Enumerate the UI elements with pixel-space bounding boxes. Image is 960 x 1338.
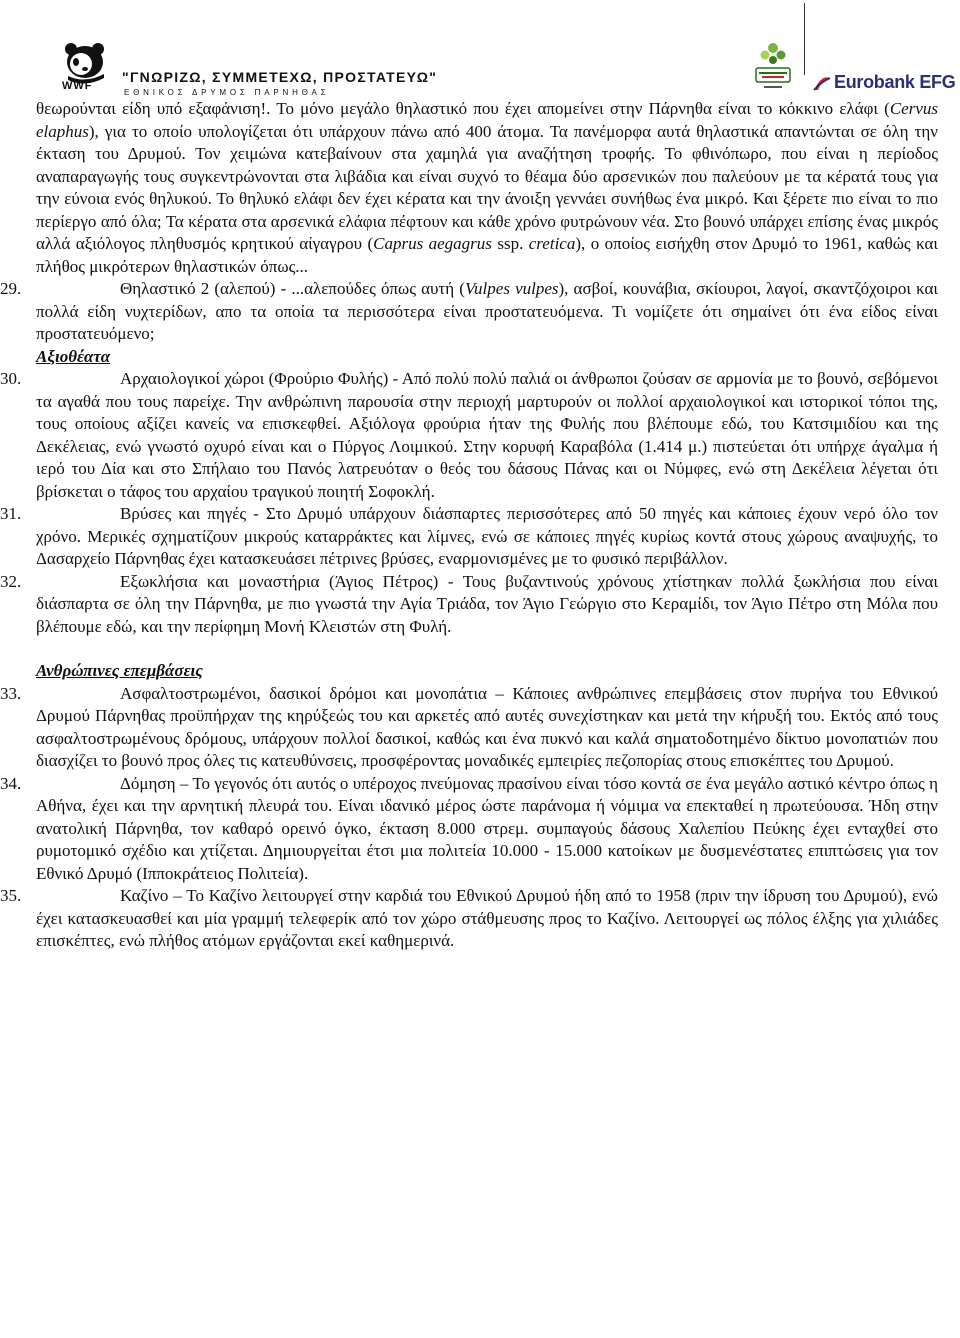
item-text: Καζίνο – Το Καζίνο λειτουργεί στην καρδιά του Εθνικού Δρυμού ήδη από το 1958 (πριν την ίδρυση του Δρυμού), ενώ έχει κατασκευασθεί και μία γραμμή τελεφερίκ από τον χώρο στάθμευσης προς το Καζίνο. Λειτουργεί ως πόλος έλξης για χιλιάδες επισκέπτες, ενώ πλήθος ατόμων εργάζονται εκεί καθημερινά. <box>36 886 938 950</box>
item-text: Αρχαιολογικοί χώροι (Φρούριο Φυλής) - Από πολύ πολύ παλιά οι άνθρωποι ζούσαν σε αρμονία με το βουνό, σεβόμενοι τα αγαθά που τους παρείχε. Την ανθρώπινη παρουσία στην περιοχή μαρτυρούν οι πολλοί αρχαιολογικοί και ιστορικοί τόποι της, τους οποίους αξίζει κανείς να επισκεφθεί. Αξιόλογα φρούρια ήταν της Φυλής που βλέπουμε εδώ, του Κατσιμιδίου και της Δεκέλειας, ενώ γνωστό οχυρό είναι και ο Πύργος Λοιμικού. Στην κορυφή Καραβόλα (1.414 μ.) πιστεύεται ότι υπήρχε άγαλμα ή ιερό του Δία και στο Σπήλαιο του Πανός λατρευόταν ο θεός του δάσους Πάνας και οι Νύμφες, ενώ στη Δεκέλεια λέγεται ότι βρίσκεται ο τάφος του αρχαίου τραγικού ποιητή Σοφοκλή. <box>36 369 938 501</box>
text-run: ), ο οποίος εισήχθη στον Δρυμό το 1961, καθώς και πλήθος μικρότερων θηλαστικών όπως... <box>36 234 938 276</box>
wwf-wordmark: WWF <box>62 80 93 92</box>
page-header <box>0 0 960 96</box>
bank-name: Eurobank EFG <box>834 72 956 92</box>
item-number: 33. <box>0 683 22 703</box>
item-number: 31. <box>0 504 22 523</box>
item-text: Ασφαλτοστρωμένοι, δασικοί δρόμοι και μονοπάτια – Κάποιες ανθρώπινες επεμβάσεις στον πυρήνα του Εθνικού Δρυμού Πάρνηθας προϋπήρχαν της κηρύξεώς του και αρκετές από αυτές συνεχίστηκαν και μετά την κήρυξή του. Εκτός από τους ασφαλτοστρωμένους δρόμους, υπάρχουν πολλοί δασικοί, καθώς και ένα πυκνό και καλά σηματοδοτημένο δίκτυο μονοπατιών που διασχίζει το βουνό προς όλες τις κατευθύνσεις, προσφέροντας μοναδικές εμπειρίες πεζοπορίας στους επισκέπτες του Δρυμού. <box>36 683 938 770</box>
section-heading-interventions: Ανθρώπινες επεμβάσεις <box>36 661 203 680</box>
text-run: ssp. <box>491 234 529 253</box>
text-run: ), για το οποίο υπολογίζεται ότι υπάρχουν πάνω από 400 άτομα. Τα πανέμορφα αυτά θηλαστικά απαντώνται σε όλη την έκταση του Δρυμού. Τον χειμώνα κατεβαίνουν στα χαμηλά για αναζήτηση τροφής. Το φθινόπωρο, που είναι η περίοδος αναπαραγωγής τους συγκεντρώνονται στα λιβάδια και είναι συχνό το θέαμα δύο αρσενικών που παλεύουν με τα κέρατά τους για την εύνοια ενός θηλυκού. Το θηλυκό ελάφι δεν έχει κέρατα και την άνοιξη γεννάει συνήθως ένα μικρό. Και ξέρετε πιο είναι το πιο περίεργο από όλα; Τα κέρατα στα αρσενικά ελάφια πέφτουν και κάθε χρόνο φυτρώνουν νέα. Στο βουνό υπάρχει επίσης ένας μικρός αλλά αξιόλογος πληθυσμός κρητικού αίγαγρου ( <box>36 121 938 253</box>
document-body <box>0 98 939 953</box>
species-name: Caprus aegagrus <box>373 234 492 253</box>
parnitha-emblem-icon <box>752 38 794 94</box>
list-item-35 <box>0 885 938 953</box>
header-slogan: "ΓΝΩΡΙΖΩ, ΣΥΜΜΕΤΕΧΩ, ΠΡΟΣΤΑΤΕΥΩ" <box>122 69 438 85</box>
item-number: 35. <box>0 886 22 905</box>
item-number: 34. <box>0 773 22 793</box>
section-heading-sights: Αξιοθέατα <box>36 346 111 366</box>
list-item-33 <box>0 683 938 773</box>
list-item-32 <box>0 571 938 639</box>
text-run: θεωρούνται είδη υπό εξαφάνιση!. Το μόνο μεγάλο θηλαστικό που έχει απομείνει στην Πάρνηθα είναι το κόκκινο ελάφι ( <box>36 99 890 118</box>
list-item-29 <box>0 278 939 346</box>
header-divider <box>804 3 805 75</box>
species-name: Cervus elaphus <box>36 99 938 141</box>
item-text: Δόμηση – Το γεγονός ότι αυτός ο υπέροχος πνεύμονας πρασίνου είναι τόσο κοντά σε ένα μεγάλο αστικό κέντρο όπως η Αθήνα, έχει και την αρνητική πλευρά του. Είναι ιδανικό μέρος ώστε παράνομα ή νόμιμα να επεκταθεί η πρωτεύουσα. Ήδη στην ανατολική Πάρνηθα, τον καθαρό ορεινό όγκο, έκταση 8.000 στρεμ. συμπαγούς δάσους Χαλεπίου Πεύκης έχει ενταχθεί στο ρυμοτομικό σχέδιο και χτίζεται. Δημιουργείται έτσι μια πολιτεία 10.000 - 15.000 κατοίκων με δυσμενέστατες επιπτώσεις για τον Εθνικό Δρυμό (Ιπποκράτειος Πολιτεία). <box>36 773 938 883</box>
bank-mark-icon <box>812 74 832 92</box>
list-item-30 <box>0 368 938 503</box>
item-text <box>36 278 938 346</box>
list-item-34 <box>0 773 938 886</box>
item-number: 29. <box>0 279 22 298</box>
item-text: Εξωκλήσια και μοναστήρια (Άγιος Πέτρος) - Τους βυζαντινούς χρόνους χτίστηκαν πολλά ξωκλήσια που είναι διάσπαρτα σε όλη την Πάρνηθα, με πιο γνωστά την Αγία Τριάδα, τον Άγιο Γεώργιο στο Κεραμίδι, τον Άγιο Πέτρο στη Μόλα που βλέπουμε εδώ, και την περίφημη Μονή Κλειστών στη Φυλή. <box>36 571 938 636</box>
text-run: Θηλαστικό 2 (αλεπού) - ...αλεπούδες όπως αυτή ( <box>120 279 465 298</box>
paragraph-mammals <box>36 98 938 278</box>
text-run: ), ασβοί, κουνάβια, σκίουροι, λαγοί, σκαντζόχοιροι και πολλά είδη νυχτερίδων, απο τα οποία τα περισσότερα είναι προστατευόμενα. Τι νομίζετε ότι σημαίνει ότι ένα είδος είναι προστατευόμενο; <box>36 279 939 343</box>
item-number: 32. <box>0 571 22 591</box>
header-subtitle: ΕΘΝΙΚΟΣ ΔΡΥΜΟΣ ΠΑΡΝΗΘΑΣ <box>124 88 330 97</box>
list-item-31 <box>0 503 938 571</box>
spacer <box>36 638 938 660</box>
species-name: cretica <box>528 234 576 253</box>
species-name: Vulpes vulpes <box>464 279 559 298</box>
item-number: 30. <box>0 369 22 388</box>
item-text: Βρύσες και πηγές - Στο Δρυμό υπάρχουν διάσπαρτες περισσότερες από 50 πηγές και κάποιες έχουν νερό όλο τον χρόνο. Μερικές σχηματίζουν μικρούς καταρράκτες και λίμνες, ενώ σε κάποιες πηγές κυρίως κοντά στους χώρους αναψυχής, το Δασαρχείο Πάρνηθας έχει κατασκευάσει πέτρινες βρύσες, εναρμονισμένες με το φυσικό περιβάλλον. <box>36 504 938 568</box>
